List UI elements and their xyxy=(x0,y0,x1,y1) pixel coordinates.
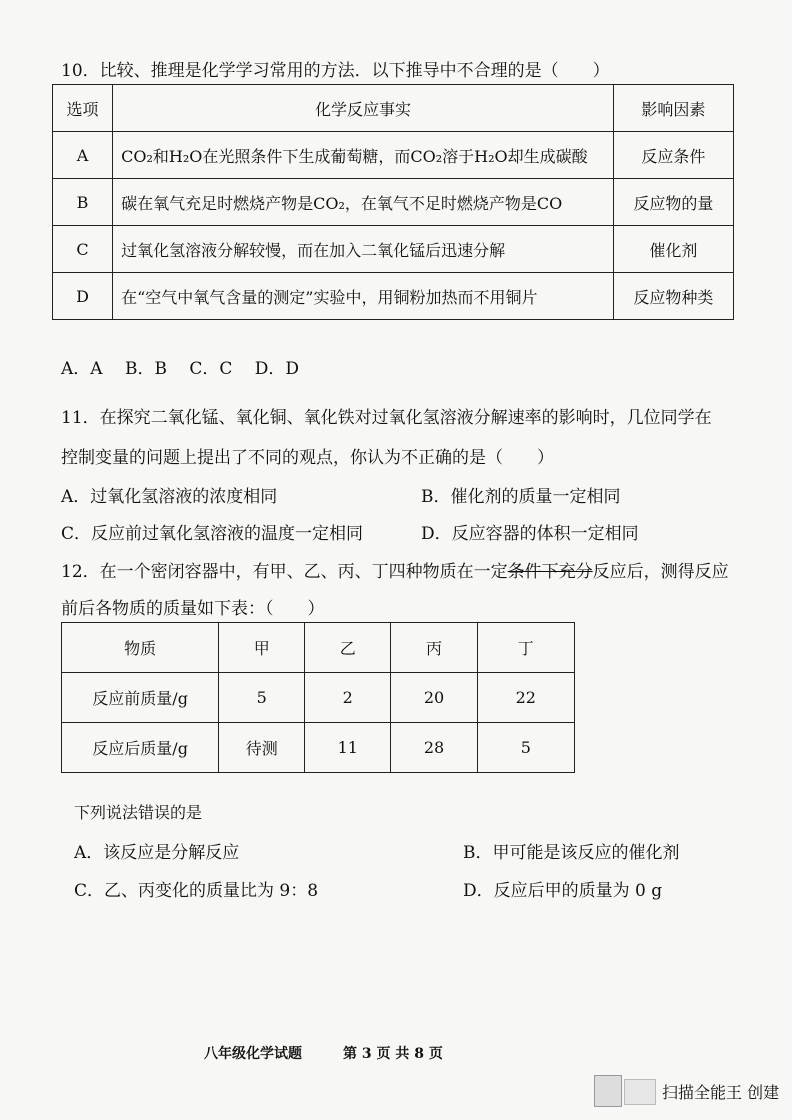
table-cell-fact: 在“空气中氧气含量的测定”实验中，用铜粉加热而不用铜片 xyxy=(113,273,614,320)
table-cell-option: A xyxy=(53,132,113,179)
table-cell-factor: 反应条件 xyxy=(613,132,733,179)
q12-stem-line2: 前后各物质的质量如下表：（ ） xyxy=(61,599,325,619)
q10-stem: 10．比较、推理是化学学习常用的方法．以下推导中不合理的是（ ） xyxy=(61,61,610,81)
q12-option-d: D．反应后甲的质量为 0 g xyxy=(463,881,663,901)
table-header-cell: 选项 xyxy=(53,85,113,132)
q11-option-d: D．反应容器的体积一定相同 xyxy=(421,524,639,544)
footer-subject: 八年级化学试题 xyxy=(204,1046,302,1062)
table-header-cell: 丁 xyxy=(477,623,574,673)
q11-option-b: B．催化剂的质量一定相同 xyxy=(421,487,621,507)
table-header-cell: 物质 xyxy=(62,623,219,673)
table-header-row xyxy=(62,623,575,673)
table-header-row xyxy=(53,85,734,132)
table-cell: 20 xyxy=(391,673,477,723)
table-cell-factor: 反应物种类 xyxy=(613,273,733,320)
q12-stem-line1 xyxy=(61,557,729,582)
table-cell-factor: 催化剂 xyxy=(613,226,733,273)
table-header-cell: 影响因素 xyxy=(613,85,733,132)
table-cell: 28 xyxy=(391,723,477,773)
q12-table xyxy=(61,622,575,773)
table-cell: 22 xyxy=(477,673,574,723)
q10-options: A．A B．B C．C D．D xyxy=(61,359,300,379)
table-cell: 反应前质量/g xyxy=(62,673,219,723)
table-header-cell: 化学反应事实 xyxy=(113,85,614,132)
table-row xyxy=(62,723,575,773)
q12-option-c: C．乙、丙变化的质量比为 9：8 xyxy=(74,881,319,901)
table-cell-fact: 碳在氧气充足时燃烧产物是CO₂，在氧气不足时燃烧产物是CO xyxy=(113,179,614,226)
q11-option-c: C．反应前过氧化氢溶液的温度一定相同 xyxy=(61,524,364,544)
table-cell-fact: CO₂和H₂O在光照条件下生成葡萄糖，而CO₂溶于H₂O却生成碳酸 xyxy=(113,132,614,179)
table-cell-factor: 反应物的量 xyxy=(613,179,733,226)
q12-prompt: 下列说法错误的是 xyxy=(74,803,203,822)
qr-code-icon xyxy=(594,1075,622,1107)
q12-stem-post: 反应后，测得反应 xyxy=(592,562,729,582)
q11-option-a: A．过氧化氢溶液的浓度相同 xyxy=(61,487,278,507)
table-cell-option: C xyxy=(53,226,113,273)
table-row xyxy=(53,226,734,273)
q11-stem-line1: 11．在探究二氧化锰、氧化铜、氧化铁对过氧化氢溶液分解速率的影响时，几位同学在 xyxy=(61,408,712,428)
table-row xyxy=(62,673,575,723)
table-cell: 待测 xyxy=(219,723,305,773)
table-cell-fact: 过氧化氢溶液分解较慢，而在加入二氧化锰后迅速分解 xyxy=(113,226,614,273)
q12-option-b: B．甲可能是该反应的催化剂 xyxy=(463,843,680,863)
q11-stem-line2: 控制变量的问题上提出了不同的观点，你认为不正确的是（ ） xyxy=(61,448,554,468)
q10-table xyxy=(52,84,734,320)
table-cell: 2 xyxy=(305,673,391,723)
table-row xyxy=(53,179,734,226)
scanner-logo-icon xyxy=(624,1079,656,1105)
table-row xyxy=(53,132,734,179)
table-cell-option: B xyxy=(53,179,113,226)
footer-page-number: 第 3 页 共 8 页 xyxy=(343,1046,443,1062)
table-header-cell: 丙 xyxy=(391,623,477,673)
q12-stem-pre: 12．在一个密闭容器中，有甲、乙、丙、丁四种物质在一定 xyxy=(61,562,508,582)
q12-stem-strikethrough: 条件下充分 xyxy=(507,562,593,582)
scanner-watermark-text: 扫描全能王 创建 xyxy=(662,1083,780,1102)
table-cell: 5 xyxy=(219,673,305,723)
table-cell: 11 xyxy=(305,723,391,773)
table-row xyxy=(53,273,734,320)
table-cell-option: D xyxy=(53,273,113,320)
q12-option-a: A．该反应是分解反应 xyxy=(74,843,240,863)
table-cell: 反应后质量/g xyxy=(62,723,219,773)
table-header-cell: 甲 xyxy=(219,623,305,673)
table-cell: 5 xyxy=(477,723,574,773)
table-header-cell: 乙 xyxy=(305,623,391,673)
